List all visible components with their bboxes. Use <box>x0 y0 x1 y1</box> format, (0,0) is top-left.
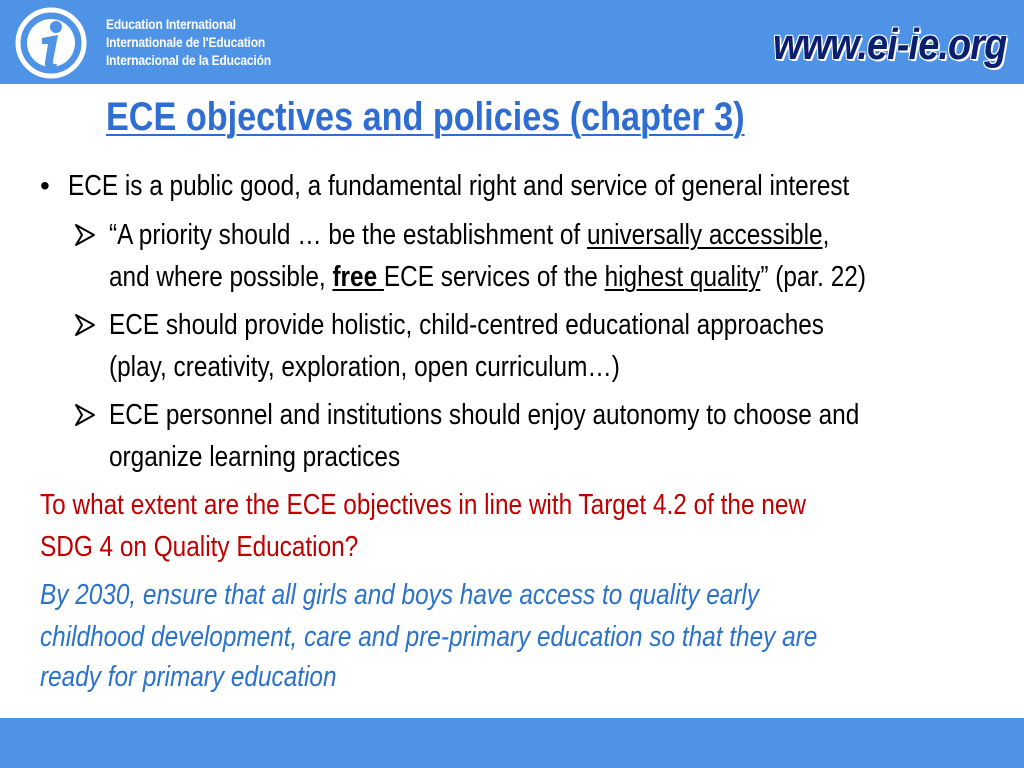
org-name-spanish: Internacional de la Educación <box>106 52 271 68</box>
header-bar <box>0 0 1024 84</box>
universally-accessible-text: universally accessible <box>586 219 823 251</box>
arrow-bullet-icon <box>74 222 98 248</box>
sub-bullet-1-text: “A priority should … be the establishment of <box>109 219 587 251</box>
sub-bullet-1-line-2 <box>109 257 866 297</box>
sub-bullet-1-line-1 <box>109 215 829 255</box>
sub-bullet-3-line-1: ECE personnel and institutions should enjoy autonomy to choose and <box>109 399 860 431</box>
paragraph-reference: ” (par. 22) <box>760 261 866 293</box>
free-text: free <box>332 261 384 293</box>
arrow-bullet-icon <box>74 402 98 428</box>
bullet-dot: • <box>40 170 50 201</box>
arrow-bullet-icon <box>74 312 98 338</box>
sub-bullet-1-text: and where possible, <box>109 261 333 293</box>
highest-quality-text: highest quality <box>604 261 761 293</box>
org-name-english: Education International <box>106 16 236 32</box>
sub-bullet-1-comma: , <box>822 219 830 251</box>
org-name-french: Internationale de l'Education <box>106 34 266 50</box>
sub-bullet-1-text: ECE services of the <box>383 261 605 293</box>
question-line-1: To what extent are the ECE objectives in line with Target 4.2 of the new <box>40 489 806 521</box>
sub-bullet-2-line-2: (play, creativity, exploration, open curriculum…) <box>109 351 620 383</box>
slide-title: ECE objectives and policies (chapter 3) <box>106 95 745 139</box>
footer-bar <box>0 718 1024 768</box>
target-line-1: By 2030, ensure that all girls and boys have access to quality early <box>40 579 760 611</box>
question-line-2: SDG 4 on Quality Education? <box>40 531 359 563</box>
org-names <box>106 15 271 69</box>
target-line-3: ready for primary education <box>40 661 337 693</box>
sub-bullet-3-line-2: organize learning practices <box>109 441 401 473</box>
website-link[interactable]: www.ei-ie.org <box>772 20 1006 69</box>
sub-bullet-2-line-1: ECE should provide holistic, child-centred educational approaches <box>109 309 824 341</box>
ei-logo-icon <box>14 6 88 80</box>
target-line-2: childhood development, care and pre-primary education so that they are <box>40 621 818 653</box>
main-bullet-text: ECE is a public good, a fundamental right and service of general interest <box>68 170 850 202</box>
